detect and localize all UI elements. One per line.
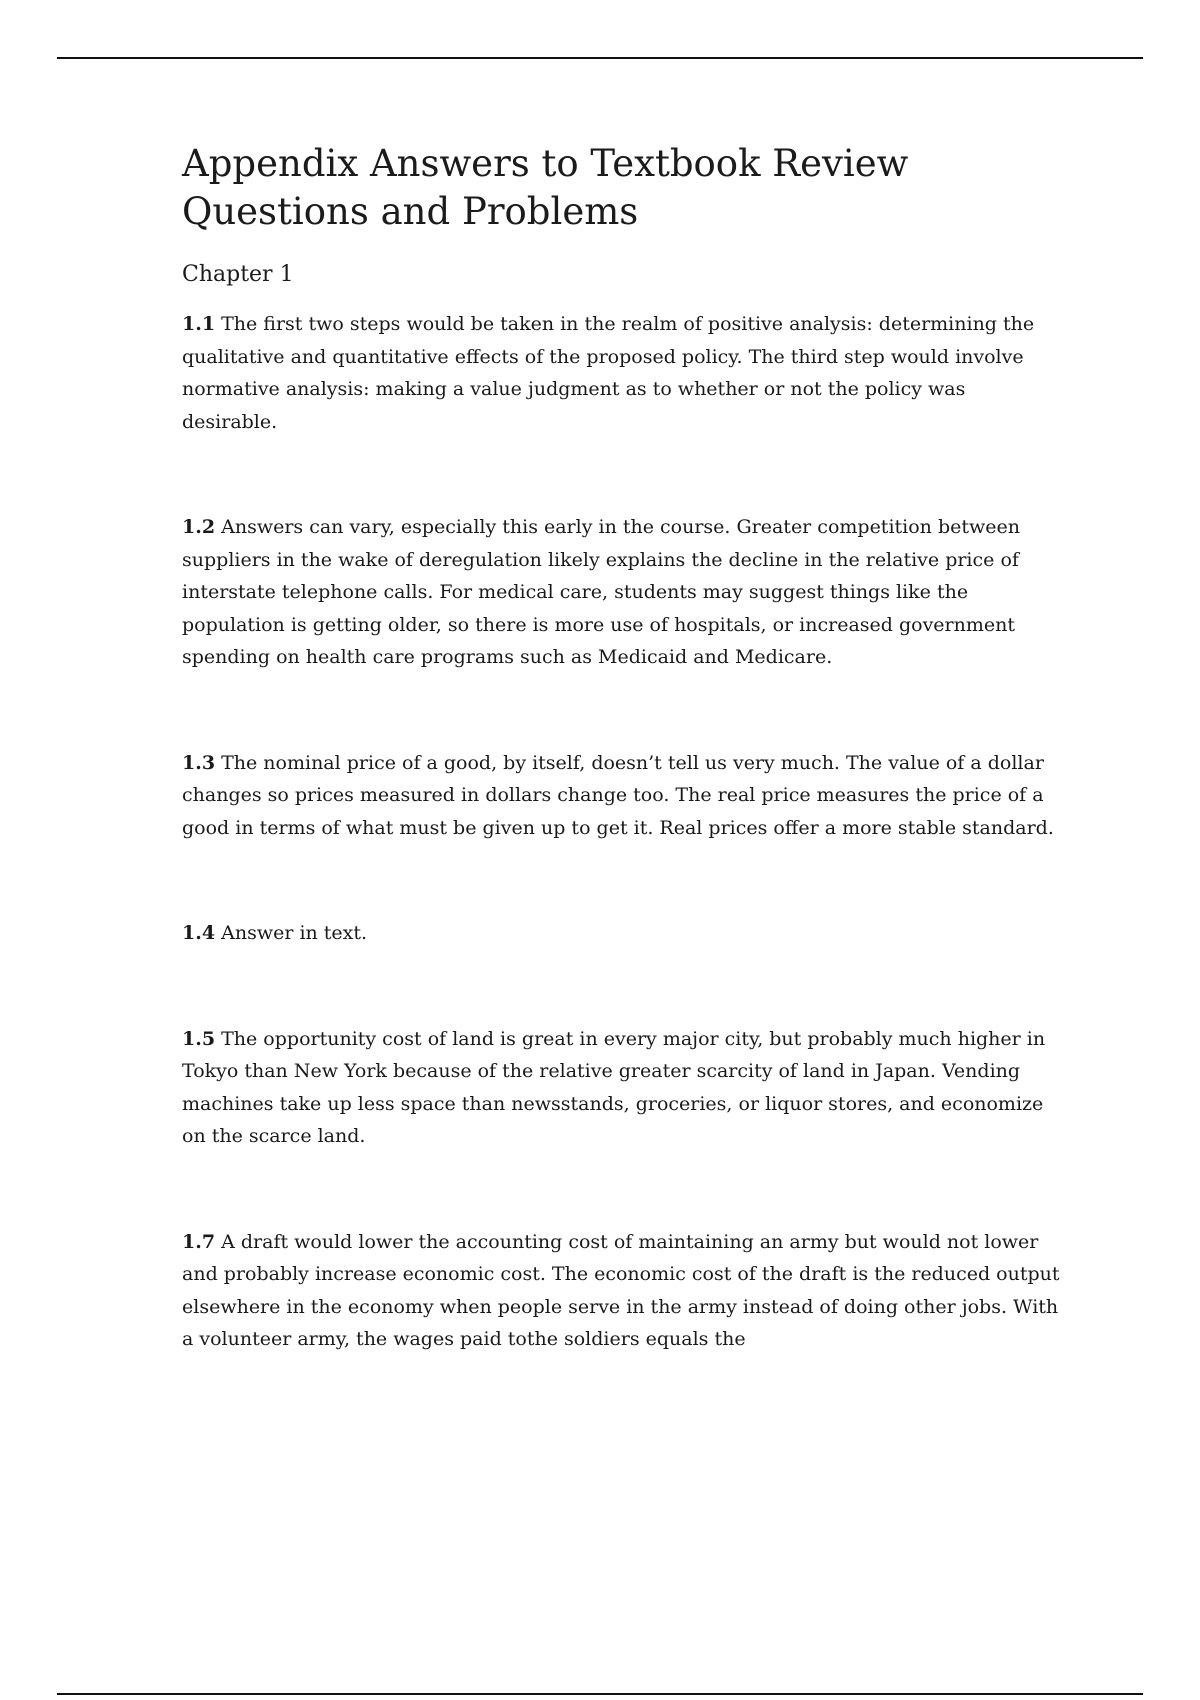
answer-1-7	[182, 1226, 1062, 1356]
answer-number: 1.4	[182, 922, 216, 944]
answer-1-4	[182, 917, 1062, 950]
document-title: Appendix Answers to Textbook Review Questions and Problems	[182, 142, 909, 233]
answer-number: 1.2	[182, 516, 216, 538]
chapter-heading: Chapter 1	[182, 262, 294, 287]
bottom-rule	[57, 1693, 1143, 1695]
answer-text: The first two steps would be taken in the realm of positive analysis: determining the qualitative and quantitative effects of the proposed policy. The third step would involve normative analysis: making a value judgment as to whether or not the policy was desirable.	[182, 313, 1035, 433]
answer-text: A draft would lower the accounting cost of maintaining an army but would not lower and probably increase economic cost. The economic cost of the draft is the reduced output elsewhere in the economy when people serve in the army instead of doing other jobs. With a volunteer army, the wages paid tothe soldiers equals the	[182, 1230, 1060, 1350]
answer-text: Answers can vary, especially this early in the course. Greater competition between suppliers in the wake of deregulation likely explains the decline in the relative price of interstate telephone calls. For medical care, students may suggest things like the population is getting older, so there is more use of hospitals, or increased government spending on health care programs such as Medicaid and Medicare.	[182, 516, 1020, 668]
top-rule	[57, 57, 1143, 59]
answer-1-5	[182, 1023, 1062, 1153]
answer-number: 1.1	[182, 313, 216, 335]
answer-1-3	[182, 747, 1062, 845]
answer-number: 1.7	[182, 1230, 216, 1253]
page-content	[182, 140, 1062, 1429]
answer-text: The opportunity cost of land is great in every major city, but probably much higher in Tokyo than New York because of the relative greater scarcity of land in Japan. Vending machines take up less space than newsstands, groceries, or liquor stores, and economize on the scarce land.	[182, 1027, 1046, 1147]
answer-1-1	[182, 308, 1062, 438]
answer-text: Answer in text.	[221, 922, 368, 944]
answer-number: 1.5	[182, 1027, 216, 1050]
answer-1-2	[182, 511, 1062, 674]
answer-list	[182, 308, 1062, 1356]
answer-number: 1.3	[182, 751, 216, 774]
answer-text: The nominal price of a good, by itself, doesn’t tell us very much. The value of a dollar changes so prices measured in dollars change too. The real price measures the price of a good in terms of what must be given up to get it. Real prices offer a more stable standard.	[182, 751, 1054, 839]
